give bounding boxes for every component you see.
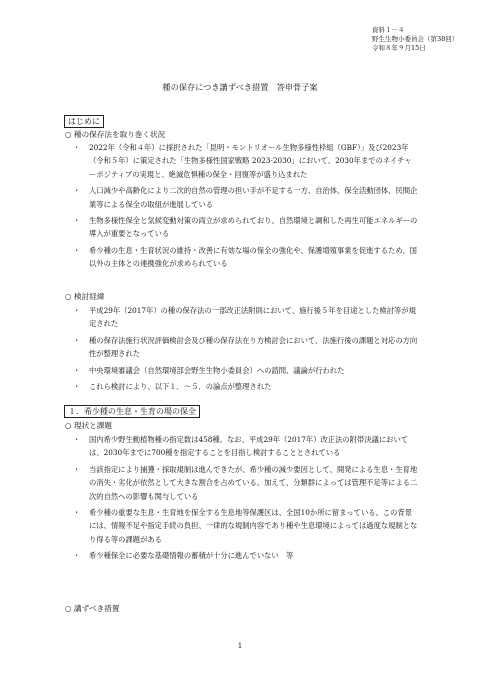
list-item: ・ 希少種の重要な生息・生育地を保全する生息地等保護区は、全国10か所に留まっている。この背景には、情報不足や指定手続の負担、一律的な規制内容であり種や生息環境によっては過度な規制となり得る等の課題がある xyxy=(74,506,418,546)
list-item: ・ 平成29年（2017年）の種の保存法の一部改正法附則において、施行後５年を目途とした検討等が規定された xyxy=(74,304,418,331)
list-item: ・ 2022年（令和４年）に採択された「昆明・モントリオール生物多様性枠組（GBF）」及び2023年（令和５年）に策定された「生物多様性国家戦略 2023-2030」において、2030年までのネイチャーポジティブの実現と、絶滅危惧種の保全・回復等が盛り込まれた xyxy=(74,141,418,181)
page-title: 種の保存につき講ずべき措置 答申骨子案 xyxy=(162,82,318,92)
list-item: ・ 国内希少野生動植物種の指定数は458種。なお、平成29年（2017年）改正法の附帯決議においては、2030年までに700種を指定することを目指し検討することとされている xyxy=(74,433,418,460)
document-header-meta xyxy=(372,26,458,53)
list-item: ・ これら検討により、以下１．～５．の論点が整理された xyxy=(74,380,418,393)
document-id: 資料１－４ xyxy=(372,26,405,34)
list-item: ・ 希少種の生息・生育状況の維持・改善に有効な場の保全の強化や、保護増殖事業を促進するため、国以外の主体との連携強化が求められている xyxy=(74,244,418,271)
subheading-background: ○ 検討経緯 xyxy=(65,292,105,301)
list-item: ・ 当該指定により捕獲・採取規制は進んできたが、希少種の減少要因として、開発による生息・生育地の消失・劣化が依然として大きな割合を占めている。加えて、分類群によっては管理不足等による二次的自然への影響も関与している xyxy=(74,463,418,503)
bullet-list-background xyxy=(74,304,418,396)
subheading-issues: ○ 現状と課題 xyxy=(65,421,113,430)
page-number: 1 xyxy=(237,641,243,650)
section-heading-habitat: １．希少種の生息・生育の場の保全 xyxy=(64,405,200,418)
list-item: ・ 生物多様性保全と気候変動対策の両立が求められており、自然環境と調和した再生可能エネルギーの導入が重要となっている xyxy=(74,214,418,241)
list-item: ・ 中央環境審議会（自然環境部会野生生物小委員会）への諮問、議論が行われた xyxy=(74,364,418,377)
bullet-list-issues xyxy=(74,433,418,566)
list-item: ・ 種の保存法施行状況評価検討会及び種の保存法在り方検討会において、法施行後の課題と対応の方向性が整理された xyxy=(74,334,418,361)
list-item: ・ 人口減少や高齢化により二次的自然の管理の担い手が不足する一方、自治体、保全活動団体、民間企業等による保全の取組が進展している xyxy=(74,184,418,211)
document-date: 令和８年９月15日 xyxy=(372,44,426,52)
subheading-situation: ○ 種の保存法を取り巻く状況 xyxy=(65,130,166,139)
committee-name: 野生生物小委員会（第38回） xyxy=(372,35,459,43)
section-heading-intro: はじめに xyxy=(64,115,104,128)
subheading-measures: ○ 講ずべき措置 xyxy=(65,604,120,613)
bullet-list-situation xyxy=(74,141,418,274)
list-item: ・ 希少種保全に必要な基礎情報の蓄積が十分に進んでいない 等 xyxy=(74,549,418,562)
